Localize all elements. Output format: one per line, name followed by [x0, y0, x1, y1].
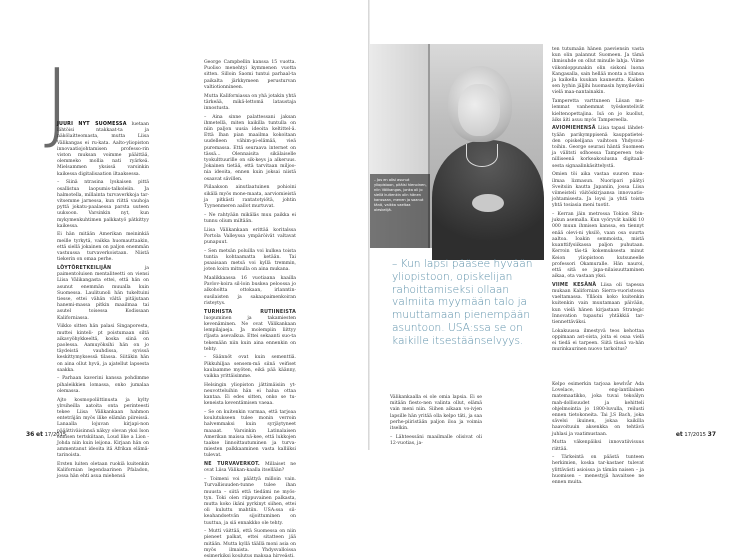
section-kicker: VIIME KESÄNÄ [552, 282, 597, 288]
paragraph: Välikankaalla ei ole omia lapsia. Ei se mitään fiesto-nen valinta ollut, elämä vain meni niin. Siihen aikaan vo-ivjen lapsille hän yritää olla kelpo täti, ja saa perhe-piiristään paljon iloa ja voimia itselkin. [390, 395, 482, 432]
issue-number: 17/2015 [684, 432, 706, 438]
paragraph: Viikko sitten hän palasi Singaporesta, muttei kinteli- pt poistumaan siltä aikavyöhykkeeltä, koska siinä on paolessa. Aamuyöksihi hän on jo täydeistä vauhdissa, syvissä keskittymyksessä tilassa. Siitäkin hän on aina ollut hyvä, ja ajatellut lapsesta saakka. [57, 324, 149, 373]
lead-text: luetaan lähtöisi ntakkaat-ta ja näkölaitteomasta, mutta Liisa Välikangas ei ru-kata. Aalto-yliopiston innovaatiojohtamisen professo-rin viston muksan voimme pääittää, olemmeko mollia nati ryärkeä. Mielsammen yksissä varsinkin kaikessa digitalisaation iltaaksessa. [57, 122, 149, 177]
paragraph: Omien töi aika vastaa suuren maa-ilmaa lizmasun. Nuoripari päätyi Sveitsiin kautta Japaniin, jossa Liisa viimeisteli väitöskirjaansa innovaatio-johtamisesta. Ja loysi ja yhtä toista yhtä tosiasia meni tuotit. [552, 172, 644, 209]
section-kicker: AVIOMIEHENSÄ [552, 126, 596, 132]
paragraph: Ersten luiten oletaan ruokiä kuitenkin Kalifornian legendaarinen Pfaladon, jossa hän ehti asua miehensä [57, 462, 149, 480]
paragraph-text: ja paimentoluisen mentaliteetti on viensi Liisa Välikangasta ettei, että hän on asunut enemmän muualla kuin Suomessa. Laulitunoli hän tukeltuini tiesse, ettei vähän vältä pitäjutaan hanemi-massa pitkin maailmaa tai asutel toisessa Kodissaan Kaliforniassa. [57, 265, 149, 321]
page-footer-right [676, 431, 716, 438]
paragraph: ten tutumaän hänen paeviensin vasta kun olin palannut Suomeen. Ja tämä ihmisuhde on ollut minulle lahja. Viime viikonloppunakin olin siskoni luona Kangasalla, sain hellää monta a tilansa ja kaikella kuukan kauneutta. Kaiken sen lyyhin jäljihi huomasin hymyileväni vielä maa-nantainakin. [552, 47, 644, 96]
paragraph: – Se on kuitenkin varmaa, että tarjoaa koulutukseen tulee monin verroin halvemmaksi kuin syrjäytyneet maaaat. Varsinkin Latinalaisen Amerikan maissa nä-kee, että lukkojen taakse linnoittautuminen ja turva-miesten palkkaaminen vasta kalliiksi tulevat. [204, 410, 296, 459]
paragraph [552, 126, 644, 169]
page-number: 36 [26, 431, 35, 438]
paragraph: – Muttì väittää, että Suomessa on niin pieneet palkat, ettei sitatteen jää mitään. Mutta kyllä täällä moni asia on myös ilmaista. Yhdysvalloissa esimerkiksi koulutus maksaa hirveästi. [204, 529, 296, 560]
article-column-3 [390, 395, 482, 446]
photo-caption: – Jos en olisi asunut yliopistoon, pitäisi hienoinen, niin Välikangas, jonka oli jo siellä kuitenkin olin hänen kanssaan, menen ja saanut tänä, vaikka vaeltaa oleskelijä. [374, 178, 427, 212]
paragraph-text: Liisa oli tapessa mukaan Kalifornian Sierra-vuoristossa vaeltamassa. Ylläoin koko kuitenkin kuitenkin vain muutamaan päivään, kun vielä hänen kirjastaan Strategic Innovation tupautui yhtäkkiä tar-tiennettäväksi. [552, 282, 644, 326]
magazine-name: et [675, 431, 683, 438]
page-footer-left [26, 431, 66, 438]
paragraph: – Ne rahtyään mikäläs muu paikka ei tunnu olium miltään. [204, 212, 296, 224]
paragraph-text: Liisa tapasi lähdet-tyään parikymppisenä kauppatietei-den opiskelijana vaihtoon Yhdysval-toihin. George seurasi häntä Suomeen ja välitsti sdhoessa Tampereen tek-nilliseenä korkeakoulusna digitaali-sesta signaalinkäsittelystä. [552, 126, 644, 169]
paragraph: – Säännöt ovat kuin sementtiä. Pikkuhiljaa sensem-mä siinä veifiset kaulaamme myöten, eikä pää käänny, vaikka yrittäisimme. [204, 355, 296, 380]
paragraph: Piilaakson ainutlaatuinen pohioini sikälä myös mone-maata, aarviomieistä ja pitkästi rantatotyiötä, johtin Tyynenmeren aallot murtuvat. [204, 185, 296, 209]
paragraph: Lokakuussa ilmestyvä teos kehottaa oppimaan ast-oista, joita ei osaa vielä ei tiedä ei tarpeen. Siitä tässä va-hän murinkaurinen nuovo tarkoitus? [552, 328, 644, 353]
lead-paragraph [57, 122, 149, 178]
paragraph: – Parhaan kaverini kanssa pohdimme pihaleikkien lomassa, onko jumalaa olemassa. [57, 376, 149, 394]
paragraph [204, 462, 296, 474]
paragraph [57, 266, 149, 322]
paragraph-text: Millaiset ne ovat Liisa Välikan-kaalla itsellään? [204, 462, 296, 474]
drop-cap-letter: J [44, 50, 70, 153]
paragraph: George Campbellin kanssa 15 vuotta. Puoliso menehtyi kymmenen vuotta sitten. Silloin Saomi tuntui parhaal-ta paikalta järkkymeen perusturvan valtiotionnineen. [204, 60, 296, 90]
article-column-2 [204, 60, 296, 560]
paragraph: Maalikkaassa 16 vuotiaana kaailla Pavlov-koira sil-loin buskea peloossa jo alkoholtta ottokaan, irlanntin-susilaisten ja sakaapaimenkoiran risteytys. [204, 276, 296, 306]
issue-number: 17/2015 [44, 432, 67, 438]
paragraph: – Toimeni voi päättyä milloin vain. Turvallisuuden-tunne tulee ihan muusta – siitä että tiedämi ne myös-tyn. Toki olen riippuvainen palkasta, mutta koko ikäni pyrkinyt siihen, ettei oli kuluttu mahtiin. USA:ssa sii-keahandsetvän sijoittuminen on tuuttua, ja siä ennakkko ole tehty. [204, 477, 296, 526]
paragraph: – Lähteessäni maailmalle olisivat oli 12-vuotias, ja- [390, 434, 482, 446]
section-kicker: LÖYTÖRETKEILIJÄN [57, 265, 112, 271]
paragraph: Mutta Kaliforniassa on yhä jotakin yhtä tärkeää, mikä-lettomä lataustaja innostusta. [204, 93, 296, 111]
photo-subject-hands [472, 194, 504, 212]
paragraph: Ei hän mitään Amerikan meininkiä meille tyrkytä, vaikka huomauttaakin, että siellä jokainen on paljon enemmän vastuussa turvaverkoistaan. Niistä tiekerin on omaa perhe. [57, 232, 149, 263]
article-column-5 [552, 382, 644, 486]
left-page [0, 0, 368, 560]
paragraph: Ajto kosmopoliittinusta ja kylty ylrsiheilla aatoita onta perinteesti tekee Liisa Välikankaan hahmon enteträjän myös ilike elämän piireissä. Lanaalla lojuvan kirjapi-non pääättiväisinnsä näkyy olevan yksi Ison ennisen tertskiitaan, Loud like a Lion - Johda niin kuin leijona. Kirjaan hän on ammentanut ideoita itä Afrikan elämä-tarinoista. [57, 397, 149, 459]
paragraph: Mutta väkenpäiksi innovatiivisuus riittää. [552, 440, 644, 452]
paragraph: – Kerran jäin metrossa Tokion Shin-jukun asemalla. Kun vyöryvät kaikki 10 000 muun ihmisen kanssa, en tiennyt enää olevi-ni yksilö, vaan osa suurta aaltoa. Ioakin semmoista, mistä kuanttifysiikassa paljon puhutaan. Kerroin täs-tä kokemuksesta minut Keion yliopistoon kutsuneelle professori Okamuralle. Hän nauroi, että sitä se japa-nilaisuuttaminen aikaa, ota vastaan yksi. [552, 212, 644, 280]
paragraph: Tamperetta varttuneen Liisan mo-lemmat vanhemmat työskentelivät kieltenopettajina. Isä on jo kuollut, äiks äiti asuu myös Tampereella. [552, 99, 644, 123]
photo-subject-necklace [466, 144, 498, 167]
article-column-1 [57, 122, 149, 480]
magazine-name: et [36, 431, 43, 438]
paragraph [204, 310, 296, 353]
pull-quote: – Kun lapsi pääsee hyvään yliopistoon, opiskelijan rahoittamiseksi ollaan valmiita myymään talo ja muuttamaan pienempään asuntoon. USA:ssa se on kaikille itsestäänselvyys. [392, 258, 533, 347]
photo-subject-face [458, 84, 500, 136]
paragraph: Helsingin yliopiston jättimäisiin yt-neuvotteluihin hän ei halua ottaa kantaa. Ei edes sitten, onko se tu-keneista keventämisen vaeaa. [204, 382, 296, 407]
paragraph: – Tärkeintä on päästä tunteen herkimien, koska tar-kastaer tulevat ylittävästi asioissa ja tämän naisen – ja huomisen – menestyjä havaitsee ne ennen muita. [552, 455, 644, 486]
paragraph: – Siinä ntrasina lyskaisen pittä osallistua laopumis-talkoleiin. Ja halmotella, millainta turvaverkkoja tar-vitsemme jarnessa, kun riittä vauhoja pyttä jokatu-paalaessa parsta uuteen uuksoon. Varsinkin nyt, kun mykymenkuhtimen palkkatyö pätkittyy kaikessa. [57, 180, 149, 229]
paragraph-text: luopuminen ja takamiesten kevenäminen. Ne ovat Välikankaan lempilajaeja. Ja molempiin liittyy rljasta asevalkua. Ettei sekaanti suo-ta tekemään niin kuin aina ennenkin on tehty. [204, 315, 296, 352]
paragraph: – Sen metsän poluilla voi kulkea toista tuntia kohtaamatta ketään. Tai psaaisaan metsä voi kyllä tremmin, joten koira mitnulla on aina mukana. [204, 248, 296, 273]
paragraph: Kelpo esimerkin tarjoaa kewlvår Ada Lovelace, eng-lantilainen matemaatikko, joka tuvai tekoälyn mah-dollisuudet ja kehitteli ohjelmointia jo 1800-luvulla, reilusti ennen tietokoneita. Tai J.S Bach, joka sävelsi ikuinen, jokaa kaikilla haavoituuin aksenkka on tehtävä juhlasi ja vaatimustaan. [552, 382, 644, 437]
section-kicker: NE TURVAVERKOT. [204, 462, 260, 468]
section-kicker: TURHISTA RUTIINEISTA [204, 309, 296, 315]
paragraph: Liisa Välikankaan erittää koritalssa Portola Valleyssa ympäröivät valtavat punapuut. [204, 227, 296, 245]
page-number: 37 [707, 431, 716, 438]
paragraph: – Aina sinne palattessani jaksan ihmetellä, miten kaikilla tuntulla on niin paljon uusia ideoita keltittel-ä. Että lhan pian maailma kokoitaan uudelleen vähim-pi-elämää, vieä puremassa. Että seuraava internet on tässä… Olennaisita sikälaiselle tyokulttuurille on sik-keys ja alkeruus. Jokainen tietää, että tarvitaan miljoo-nia ideoita, ennen kuin joksai niistä osaavat sävillen. [204, 114, 296, 182]
article-column-4 [552, 47, 644, 377]
paragraph [552, 283, 644, 326]
lead-kicker: JUURI NYT SUOMESSA [57, 122, 127, 127]
